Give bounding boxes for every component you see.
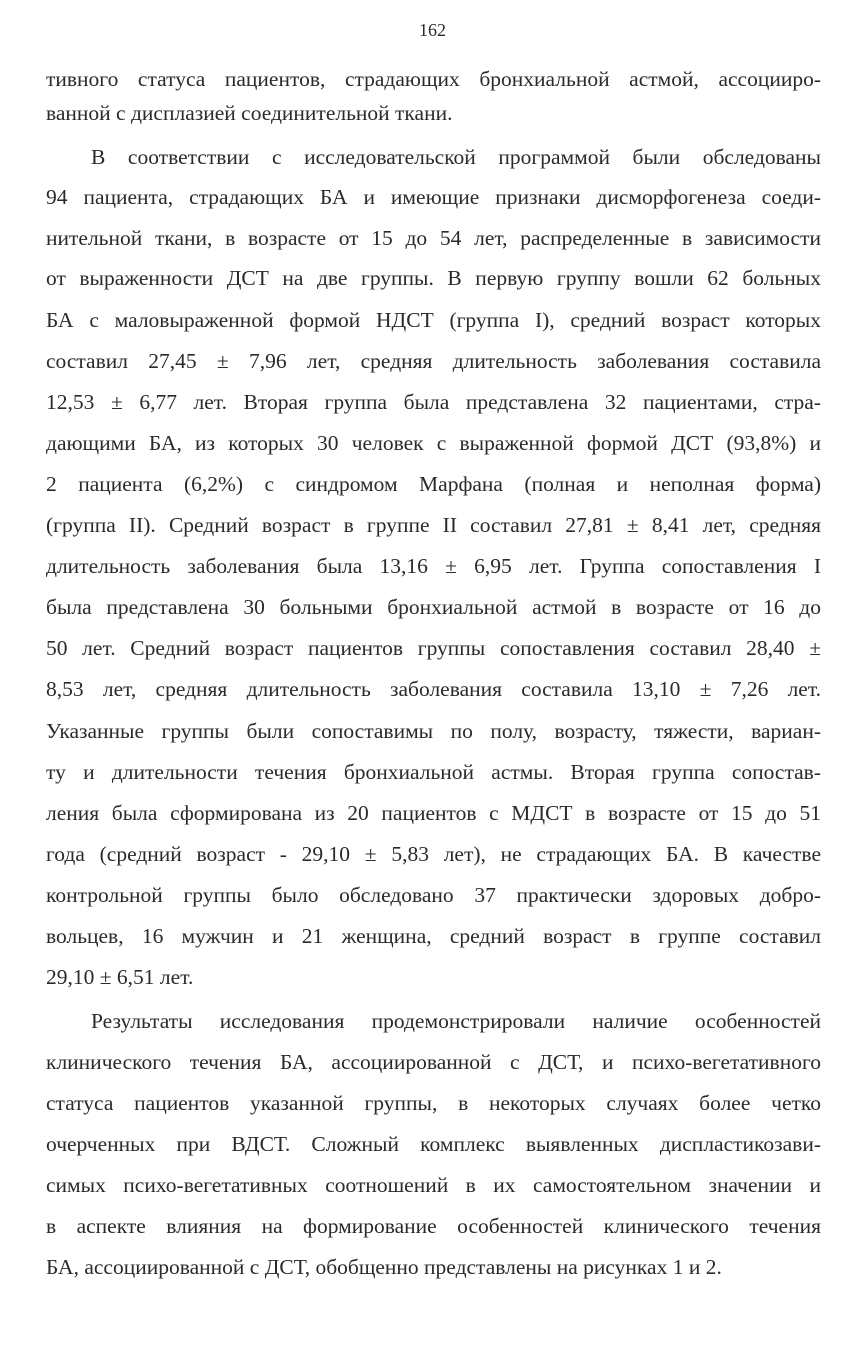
- text-line: тивного статуса пациентов, страдающих бронхиальной астмой, ассоцииро-: [46, 67, 821, 91]
- text-line: 12,53 ± 6,77 лет. Вторая группа была представлена 32 пациентами, стра-: [46, 390, 821, 414]
- text-line: Указанные группы были сопоставимы по полу, возрасту, тяжести, вариан-: [46, 719, 821, 743]
- text-line: ту и длительности течения бронхиальной астмы. Вторая группа сопостав-: [46, 760, 821, 784]
- paragraph-first-line: Результаты исследования продемонстрировали наличие особенностей: [91, 1009, 821, 1033]
- text-line: ления была сформирована из 20 пациентов с МДСТ в возрасте от 15 до 51: [46, 801, 821, 825]
- text-line: БА, ассоциированной с ДСТ, обобщенно представлены на рисунках 1 и 2.: [46, 1255, 722, 1279]
- text-line: статуса пациентов указанной группы, в некоторых случаях более четко: [46, 1091, 821, 1115]
- text-line: 8,53 лет, средняя длительность заболевания составила 13,10 ± 7,26 лет.: [46, 677, 821, 701]
- paragraph-first-line: В соответствии с исследовательской программой были обследованы: [91, 145, 821, 169]
- text-line: 50 лет. Средний возраст пациентов группы сопоставления составил 28,40 ±: [46, 636, 821, 660]
- text-line: 94 пациента, страдающих БА и имеющие признаки дисморфогенеза соеди-: [46, 185, 821, 209]
- page-number: 162: [419, 20, 446, 40]
- text-line: ванной с дисплазией соединительной ткани.: [46, 101, 453, 125]
- text-line: от выраженности ДСТ на две группы. В первую группу вошли 62 больных: [46, 266, 821, 290]
- text-line: года (средний возраст - 29,10 ± 5,83 лет), не страдающих БА. В качестве: [46, 842, 821, 866]
- text-line: в аспекте влияния на формирование особенностей клинического течения: [46, 1214, 821, 1238]
- text-line: дающими БА, из которых 30 человек с выраженной формой ДСТ (93,8%) и: [46, 431, 821, 455]
- text-line: 29,10 ± 6,51 лет.: [46, 965, 194, 989]
- text-line: вольцев, 16 мужчин и 21 женщина, средний возраст в группе составил: [46, 924, 821, 948]
- text-line: была представлена 30 больными бронхиальной астмой в возрасте от 16 до: [46, 595, 821, 619]
- text-line: БА с маловыраженной формой НДСТ (группа I), средний возраст которых: [46, 308, 821, 332]
- text-line: составил 27,45 ± 7,96 лет, средняя длительность заболевания составила: [46, 349, 821, 373]
- text-line: длительность заболевания была 13,16 ± 6,95 лет. Группа сопоставления I: [46, 554, 821, 578]
- text-line: клинического течения БА, ассоциированной с ДСТ, и психо-вегетативного: [46, 1050, 821, 1074]
- text-line: нительной ткани, в возрасте от 15 до 54 лет, распределенные в зависимости: [46, 226, 821, 250]
- text-line: симых психо-вегетативных соотношений в их самостоятельном значении и: [46, 1173, 821, 1197]
- text-line: контрольной группы было обследовано 37 практически здоровых добро-: [46, 883, 821, 907]
- text-line: очерченных при ВДСТ. Сложный комплекс выявленных диспластикозави-: [46, 1132, 821, 1156]
- text-line: (группа II). Средний возраст в группе II составил 27,81 ± 8,41 лет, средняя: [46, 513, 821, 537]
- text-line: 2 пациента (6,2%) с синдромом Марфана (полная и неполная форма): [46, 472, 821, 496]
